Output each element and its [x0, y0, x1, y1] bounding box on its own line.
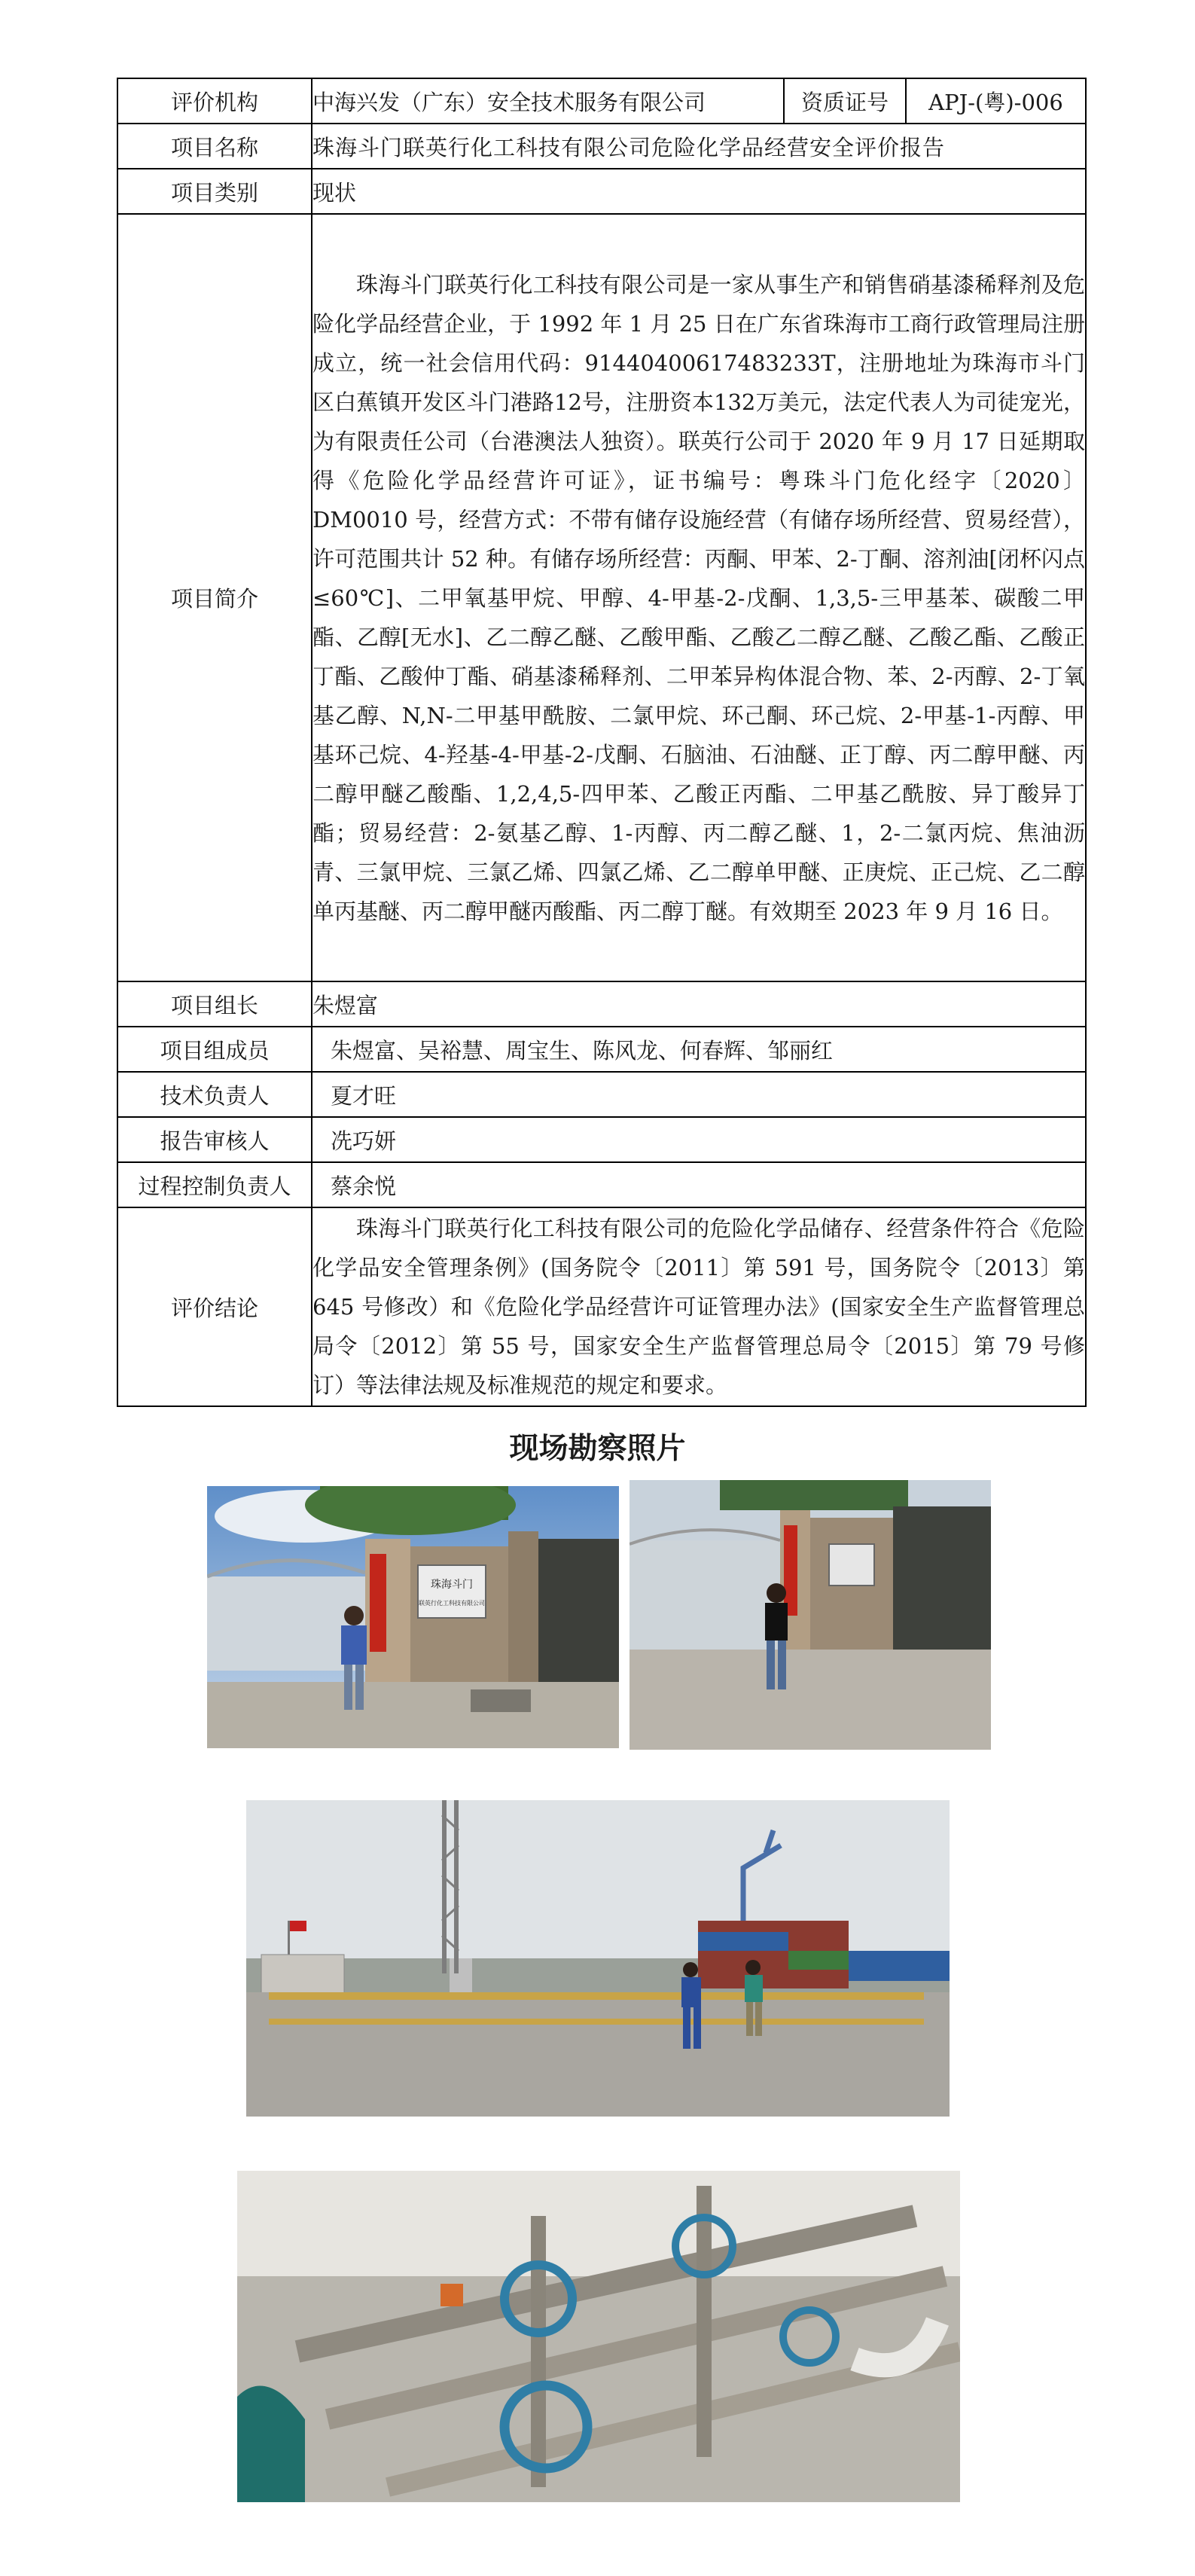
site-photo-gate-woman: [630, 1480, 991, 1750]
gate-sign-subtext: 联英行化工科技有限公司: [419, 1600, 485, 1607]
reviewer-value: 冼巧妍: [312, 1117, 1086, 1162]
process-control-label: 过程控制负责人: [117, 1162, 312, 1207]
project-name-value: 珠海斗门联英行化工科技有限公司危险化学品经营安全评价报告: [312, 124, 1086, 169]
conclusion-text: 珠海斗门联英行化工科技有限公司的危险化学品储存、经营条件符合《危险化学品安全管理条例》(国务院令〔2011〕第 591 号，国务院令〔2013〕第 645 号修改）和《危险化学品经营许可证管理办法》(国家安全生产监督管理总局令〔2012〕第 55 号，国家安全生产监督管理总局令〔2015〕第 79 号修订）等法律法规及标准规范的规定和要求。: [312, 1216, 1085, 1398]
report-info-table: [117, 78, 1087, 1407]
project-name-label: 项目名称: [117, 124, 312, 169]
tech-lead-value: 夏才旺: [312, 1072, 1086, 1117]
members-value: 朱煜富、吴裕慧、周宝生、陈风龙、何春辉、邹丽红: [312, 1027, 1086, 1072]
leader-label: 项目组长: [117, 981, 312, 1027]
intro-text: 珠海斗门联英行化工科技有限公司是一家从事生产和销售硝基漆稀释剂及危险化学品经营企业，于 1992 年 1 月 25 日在广东省珠海市工商行政管理局注册成立，统一社会信用代码：91440400617483233T，注册地址为珠海市斗门区白蕉镇开发区斗门港路12号，注册资本132万美元，法定代表人为司徒宠光，为有限责任公司（台港澳法人独资）。联英行公司于 2020 年 9 月 17 日延期取得《危险化学品经营许可证》，证书编号：粤珠斗门危化经字〔2020〕DM0010 号，经营方式：不带有储存设施经营（有储存场所经营、贸易经营），许可范围共计 52 种。有储存场所经营：丙酮、甲苯、2-丁酮、溶剂油[闭杯闪点≤60℃]、二甲氧基甲烷、甲醇、4-甲基-2-戊酮、1,3,5-三甲基苯、碳酸二甲酯、乙醇[无水]、乙二醇乙醚、乙酸甲酯、乙酸乙二醇乙醚、乙酸乙酯、乙酸正丁酯、乙酸仲丁酯、硝基漆稀释剂、二甲苯异构体混合物、苯、2-丙醇、2-丁氧基乙醇、N,N-二甲基甲酰胺、二氯甲烷、环己酮、环己烷、2-甲基-1-丙醇、甲基环己烷、4-羟基-4-甲基-2-戊酮、石脑油、石油醚、正丁醇、丙二醇甲醚、丙二醇甲醚乙酸酯、1,2,4,5-四甲苯、乙酸正丙酯、二甲基乙酰胺、异丁酸异丁酯；贸易经营：2-氨基乙醇、1-丙醇、丙二醇乙醚、1，2-二氯丙烷、焦油沥青、三氯甲烷、三氯乙烯、四氯乙烯、乙二醇单甲醚、正庚烷、正己烷、乙二醇单丙基醚、丙二醇甲醚丙酸酯、丙二醇丁醚。有效期至 2023 年 9 月 16 日。: [312, 271, 1085, 924]
leader-value: 朱煜富: [312, 981, 1086, 1027]
org-value: 中海兴发（广东）安全技术服务有限公司: [312, 78, 784, 124]
photos-title: 现场勘察照片: [509, 1431, 686, 1466]
reviewer-label: 报告审核人: [117, 1117, 312, 1162]
site-photo-valves: [237, 2171, 960, 2502]
gate-sign-text: 珠海斗门: [431, 1579, 473, 1591]
members-label: 项目组成员: [117, 1027, 312, 1072]
org-label: 评价机构: [117, 78, 312, 124]
intro-label: 项目简介: [117, 214, 312, 981]
project-type-value: 现状: [312, 169, 1086, 214]
cert-value: APJ-(粤)-006: [906, 78, 1086, 124]
project-type-label: 项目类别: [117, 169, 312, 214]
site-photo-yard: [246, 1800, 950, 2117]
process-control-value: 蔡余悦: [312, 1162, 1086, 1207]
site-photo-gate-man: [207, 1486, 619, 1748]
cert-label: 资质证号: [784, 78, 906, 124]
conclusion-label: 评价结论: [117, 1207, 312, 1406]
tech-lead-label: 技术负责人: [117, 1072, 312, 1117]
